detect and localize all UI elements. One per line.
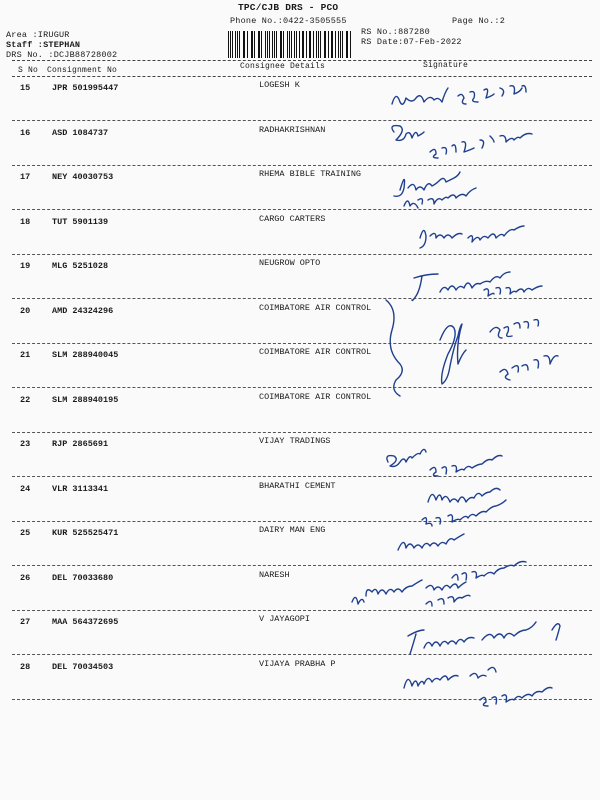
staff-label: Staff :STEPHAN xyxy=(6,40,81,50)
barcode-bar xyxy=(243,31,244,58)
table-row xyxy=(0,347,600,391)
barcode-bar xyxy=(247,31,248,58)
row-sno: 26 xyxy=(20,572,31,583)
table-row xyxy=(0,614,600,658)
row-divider xyxy=(12,610,592,611)
table-row xyxy=(0,659,600,703)
barcode-bar xyxy=(272,31,273,58)
barcode-bar xyxy=(283,31,284,58)
page-number: Page No.:2 xyxy=(452,16,506,26)
row-divider xyxy=(12,343,592,344)
row-sno: 23 xyxy=(20,439,31,449)
row-sno: 22 xyxy=(20,394,31,405)
row-divider xyxy=(12,254,592,255)
row-consignee: COIMBATORE AIR CONTROL xyxy=(259,302,372,313)
row-consignment-no: RJP 2865691 xyxy=(52,439,109,449)
barcode-bar xyxy=(332,31,333,58)
row-sno: 24 xyxy=(20,483,31,494)
barcode-bar xyxy=(291,31,292,58)
row-consignment-no: JPR 501995447 xyxy=(52,83,119,93)
row-consignee: BHARATHI CEMENT xyxy=(259,480,336,491)
sheet-title: TPC/CJB DRS - PCO xyxy=(238,2,339,13)
barcode-bar xyxy=(324,31,325,58)
row-divider xyxy=(12,476,592,477)
row-sno: 27 xyxy=(20,617,31,627)
barcode-bar xyxy=(350,31,351,58)
barcode-bar xyxy=(318,31,319,58)
row-divider xyxy=(12,387,592,388)
barcode-bar xyxy=(254,31,255,58)
barcode-bar xyxy=(296,31,297,58)
row-sno: 28 xyxy=(20,661,31,672)
rs-date: RS Date:07-Feb-2022 xyxy=(361,37,462,47)
row-consignment-no: SLM 288940045 xyxy=(52,350,119,360)
row-consignee: VIJAYA PRABHA P xyxy=(259,658,336,669)
row-divider xyxy=(12,565,592,566)
row-divider xyxy=(12,699,592,700)
row-consignment-no: MLG 5251028 xyxy=(52,261,109,271)
barcode-bar xyxy=(331,31,332,58)
row-divider xyxy=(12,120,592,121)
row-divider xyxy=(12,432,592,433)
table-row xyxy=(0,436,600,480)
row-divider xyxy=(12,521,592,522)
row-sno: 25 xyxy=(20,528,31,538)
row-consignment-no: MAA 564372695 xyxy=(52,617,119,627)
row-consignee: COIMBATORE AIR CONTROL xyxy=(259,347,372,357)
row-consignment-no: VLR 3113341 xyxy=(52,483,109,494)
column-consignee: Consignee Details xyxy=(240,62,326,71)
row-divider xyxy=(12,165,592,166)
row-divider xyxy=(12,298,592,299)
barcode-bar xyxy=(276,31,277,58)
row-consignee: RHEMA BIBLE TRAINING xyxy=(259,169,362,179)
table-row xyxy=(0,80,600,124)
table-row xyxy=(0,214,600,258)
row-consignee: NARESH xyxy=(259,569,290,580)
row-consignment-no: AMD 24324296 xyxy=(52,305,114,316)
row-sno: 20 xyxy=(20,305,31,316)
table-row xyxy=(0,303,600,347)
row-sno: 16 xyxy=(20,127,31,138)
row-consignee: VIJAY TRADINGS xyxy=(259,436,331,446)
row-consignment-no: NEY 40030753 xyxy=(52,172,114,182)
area-label: Area :IRUGUR xyxy=(6,30,70,40)
barcode-icon xyxy=(228,31,353,58)
row-sno: 15 xyxy=(20,83,31,93)
barcode-bar xyxy=(280,31,281,58)
row-consignee: NEUGROW OPTO xyxy=(259,258,321,268)
barcode-bar xyxy=(228,31,229,58)
table-row xyxy=(0,392,600,436)
table-row xyxy=(0,258,600,302)
row-consignee: DAIRY MAN ENG xyxy=(259,525,326,535)
row-consignee: LOGESH K xyxy=(259,80,300,90)
table-row xyxy=(0,525,600,569)
column-sno: S No xyxy=(18,66,39,75)
row-consignee: V JAYAGOPI xyxy=(259,614,311,624)
barcode-bar xyxy=(346,31,347,58)
row-sno: 21 xyxy=(20,350,31,360)
column-signature: Signature xyxy=(423,61,469,70)
barcode-bar xyxy=(239,31,240,58)
barcode-bar xyxy=(302,31,303,58)
barcode-bar xyxy=(261,31,262,58)
barcode-bar xyxy=(309,31,310,58)
barcode-bar xyxy=(265,31,266,58)
row-consignment-no: ASD 1084737 xyxy=(52,127,109,138)
barcode-bar xyxy=(338,31,339,58)
row-consignment-no: KUR 525525471 xyxy=(52,528,119,538)
table-row xyxy=(0,125,600,169)
column-consignment: Consignment No xyxy=(47,66,118,75)
phone-number: Phone No.:0422-3505555 xyxy=(230,16,347,26)
table-row xyxy=(0,481,600,525)
header-divider xyxy=(12,76,592,77)
drs-number: DRS No. :DCJB88728002 xyxy=(6,50,118,60)
rs-number: RS No.:887280 xyxy=(361,27,430,37)
row-divider xyxy=(12,209,592,210)
row-divider xyxy=(12,654,592,655)
table-row xyxy=(0,169,600,213)
header-divider-top xyxy=(12,60,592,61)
row-sno: 17 xyxy=(20,172,31,182)
barcode-bar xyxy=(310,31,311,58)
row-consignee: CARGO CARTERS xyxy=(259,213,326,224)
row-consignment-no: DEL 70033680 xyxy=(52,572,114,583)
row-consignment-no: TUT 5901139 xyxy=(52,216,109,227)
barcode-bar xyxy=(235,31,236,58)
row-consignment-no: DEL 70034503 xyxy=(52,661,114,672)
table-row xyxy=(0,570,600,614)
row-consignment-no: SLM 288940195 xyxy=(52,394,119,405)
row-sno: 19 xyxy=(20,261,31,271)
row-sno: 18 xyxy=(20,216,31,227)
row-consignee: COIMBATORE AIR CONTROL xyxy=(259,391,372,402)
row-consignee: RADHAKRISHNAN xyxy=(259,124,326,135)
